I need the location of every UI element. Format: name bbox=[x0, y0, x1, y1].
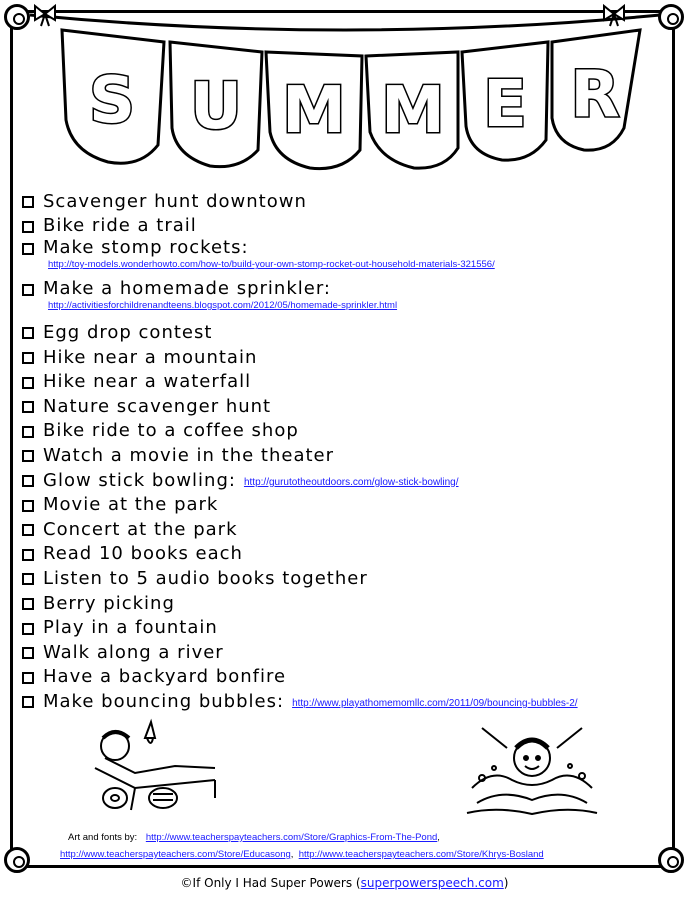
list-item bbox=[22, 517, 578, 542]
credit-link-graphics-from-the-pond[interactable]: http://www.teacherspayteachers.com/Store/Graphics-From-The-Pond bbox=[145, 832, 438, 843]
item-text: Make stomp rockets: bbox=[43, 237, 249, 259]
banner-letter: U bbox=[190, 70, 242, 144]
checkbox-icon[interactable] bbox=[22, 284, 34, 296]
item-text: Scavenger hunt downtown bbox=[43, 190, 307, 212]
item-text: Have a backyard bonfire bbox=[43, 666, 287, 688]
checkbox-icon[interactable] bbox=[22, 500, 34, 512]
checkbox-icon[interactable] bbox=[22, 549, 34, 561]
list-item bbox=[22, 238, 578, 257]
item-text: Egg drop contest bbox=[43, 321, 213, 343]
list-item bbox=[22, 279, 578, 298]
checkbox-icon[interactable] bbox=[22, 450, 34, 462]
list-item bbox=[22, 369, 578, 394]
stomp-rockets-link[interactable]: http://toy-models.wonderhowto.com/how-to/build-your-own-stomp-rocket-out-household-materials-321556/ bbox=[48, 259, 495, 271]
water-splash-kid-icon bbox=[462, 718, 602, 823]
footer-prefix: ©If Only I Had Super Powers ( bbox=[180, 876, 361, 890]
checkbox-icon[interactable] bbox=[22, 377, 34, 389]
item-text: Berry picking bbox=[43, 592, 175, 614]
copyright-footer bbox=[0, 876, 689, 890]
list-item bbox=[22, 542, 578, 567]
checkbox-icon[interactable] bbox=[22, 647, 34, 659]
list-item bbox=[22, 591, 578, 616]
item-text: Play in a fountain bbox=[43, 617, 218, 639]
list-item bbox=[22, 394, 578, 419]
list-item bbox=[22, 689, 578, 714]
checkbox-icon[interactable] bbox=[22, 352, 34, 364]
checkbox-icon[interactable] bbox=[22, 196, 34, 208]
bow-icon bbox=[604, 6, 624, 26]
credit-link-educasong[interactable]: http://www.teacherspayteachers.com/Store/Educasong bbox=[60, 849, 291, 860]
sprinkler-link[interactable]: http://activitiesforchildrenandteens.blogspot.com/2012/05/homemade-sprinkler.html bbox=[48, 300, 398, 312]
footer-suffix: ) bbox=[503, 876, 509, 890]
checkbox-icon[interactable] bbox=[22, 221, 34, 233]
banner-letter: M bbox=[282, 74, 346, 148]
checkbox-icon[interactable] bbox=[22, 623, 34, 635]
item-text: Make a homemade sprinkler: bbox=[43, 278, 331, 300]
banner-letter: M bbox=[381, 74, 445, 148]
item-text: Watch a movie in the theater bbox=[43, 444, 335, 466]
corner-swirl-icon bbox=[4, 847, 30, 873]
item-text: Glow stick bowling: bbox=[43, 469, 236, 491]
banner-letter: S bbox=[88, 64, 136, 138]
checkbox-icon[interactable] bbox=[22, 573, 34, 585]
item-text: Bike ride to a coffee shop bbox=[43, 420, 299, 442]
checkbox-icon[interactable] bbox=[22, 243, 34, 255]
list-item bbox=[22, 492, 578, 517]
checkbox-icon[interactable] bbox=[22, 696, 34, 708]
list-item bbox=[22, 419, 578, 444]
corner-swirl-icon bbox=[658, 847, 684, 873]
bouncing-bubbles-link[interactable]: http://www.playathomemomllc.com/2011/09/bouncing-bubbles-2/ bbox=[292, 697, 578, 709]
item-text: Nature scavenger hunt bbox=[43, 395, 272, 417]
list-item bbox=[22, 443, 578, 468]
banner-letter: E bbox=[483, 68, 527, 142]
checkbox-icon[interactable] bbox=[22, 672, 34, 684]
credits-label: Art and fonts by: bbox=[68, 832, 138, 843]
glow-stick-bowling-link[interactable]: http://gurutotheoutdoors.com/glow-stick-bowling/ bbox=[243, 476, 459, 488]
list-item bbox=[22, 615, 578, 640]
item-text: Listen to 5 audio books together bbox=[43, 567, 368, 589]
credit-link-khrys-bosland[interactable]: http://www.teacherspayteachers.com/Store/Khrys-Bosland bbox=[298, 849, 544, 860]
list-item bbox=[22, 345, 578, 370]
item-text: Movie at the park bbox=[43, 494, 219, 516]
summer-checklist bbox=[22, 189, 578, 714]
item-text: Hike near a waterfall bbox=[43, 371, 252, 393]
list-item bbox=[22, 665, 578, 690]
banner-string bbox=[30, 15, 660, 30]
footer-link[interactable]: superpowerspeech.com bbox=[360, 876, 504, 890]
list-item bbox=[22, 214, 578, 239]
summer-banner bbox=[0, 0, 689, 185]
item-text: Read 10 books each bbox=[43, 543, 243, 565]
item-text: Hike near a mountain bbox=[43, 346, 258, 368]
list-item bbox=[22, 640, 578, 665]
lounge-chair-kid-icon bbox=[75, 718, 225, 818]
checkbox-icon[interactable] bbox=[22, 327, 34, 339]
banner-letter: R bbox=[570, 58, 620, 132]
item-text: Walk along a river bbox=[43, 641, 224, 663]
checkbox-icon[interactable] bbox=[22, 598, 34, 610]
art-credits: Art and fonts by: http://www.teacherspayteachers.com/Store/Graphics-From-The-Pond, http://www.teacherspayteachers.com/Store/Educasong, http://www.teacherspayteachers.com/Store/Khrys-Bosland bbox=[60, 832, 544, 860]
checkbox-icon[interactable] bbox=[22, 475, 34, 487]
item-text: Bike ride a trail bbox=[43, 215, 197, 237]
list-item bbox=[22, 468, 578, 493]
item-text: Concert at the park bbox=[43, 518, 238, 540]
list-item bbox=[22, 320, 578, 345]
checkbox-icon[interactable] bbox=[22, 524, 34, 536]
item-text: Make bouncing bubbles: bbox=[43, 690, 285, 712]
checkbox-icon[interactable] bbox=[22, 401, 34, 413]
list-item bbox=[22, 566, 578, 591]
list-item bbox=[22, 189, 578, 214]
checkbox-icon[interactable] bbox=[22, 426, 34, 438]
bow-icon bbox=[35, 6, 55, 26]
